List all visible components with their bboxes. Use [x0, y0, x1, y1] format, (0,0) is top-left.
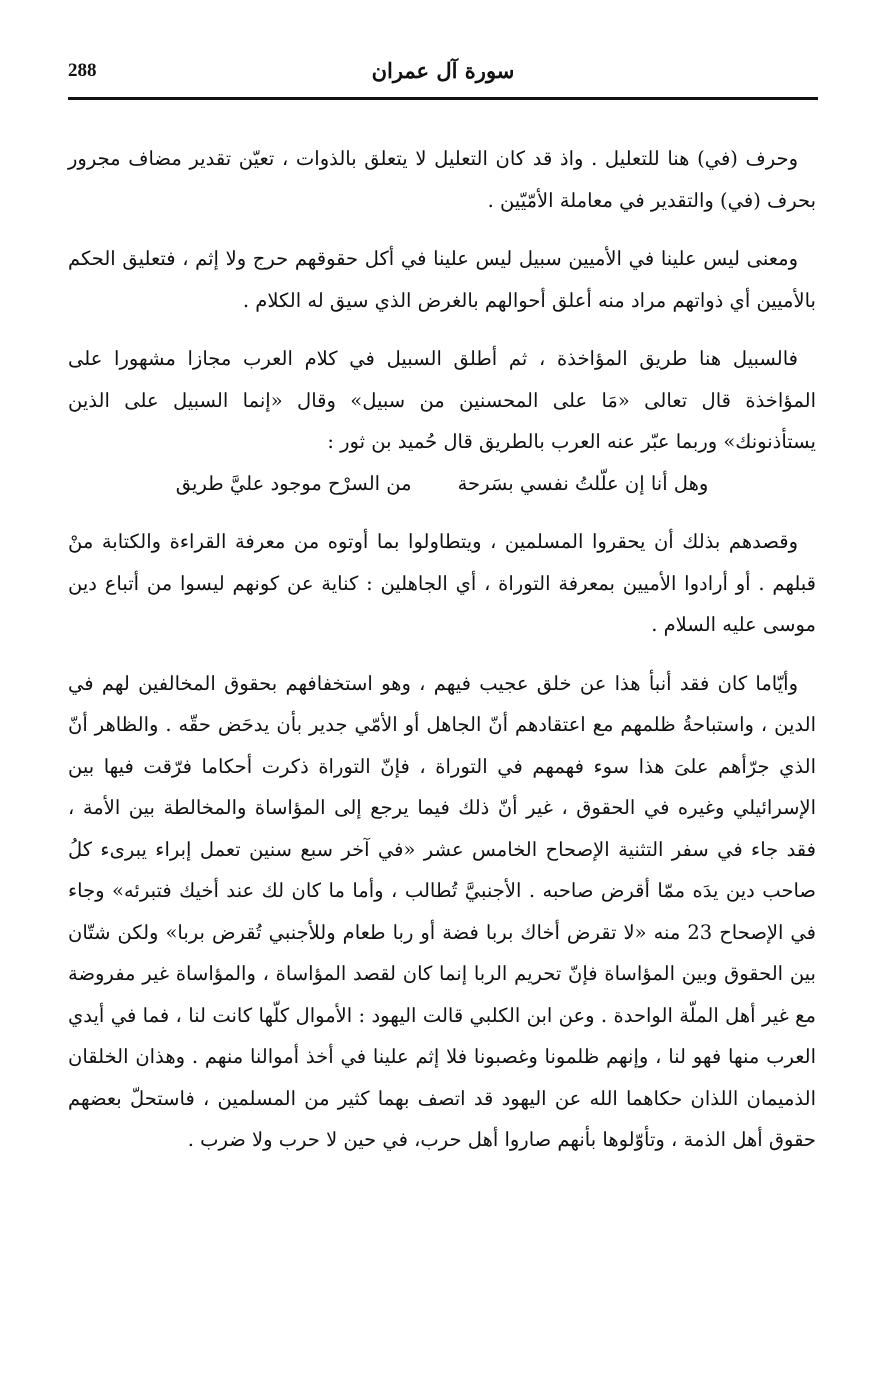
- paragraph-2: ومعنى ليس علينا في الأميين سبيل ليس علينا في أكل حقوقهم حرج ولا إثم ، فتعليق الحكم بالأميين أي ذواتهم مراد منه أعلق أحوالهم بالغرض الذي سيق له الكلام .: [68, 247, 816, 312]
- paragraph-1: وحرف (في) هنا للتعليل . واذ قد كان التعليل لا يتعلق بالذوات ، تعيّن تقدير مضاف مجرور بحرف (في) والتقدير في معاملة الأمّيّين .: [68, 147, 816, 212]
- header-rule: [68, 97, 818, 100]
- paragraph-5: وأيّاما كان فقد أنبأ هذا عن خلق عجيب فيهم ، وهو استخفافهم بحقوق المخالفين لهم في الدين ، واستباحةُ ظلمهم مع اعتقادهم أنّ الجاهل أو الأمّي جدير بأن يدحَض حقّه . والظاهر أنّ الذي جرّأهم علىَ هذا سوء فهمهم في التوراة ، فإنّ التوراة ذكرت أحكاما فرّقت فيها بين الإسرائيلي وغيره في الحقوق ، غير أنّ ذلك فيما يرجع إلى المؤاساة والمخالطة بين الأمة ، فقد جاء في سفر التثنية الإصحاح الخامس عشر «في آخر سبع سنين تعمل إبراء يبرىء كلُ صاحب دين يدَه ممّا أقرض صاحبه . الأجنبيَّ تُطالب ، وأما ما كان لك عند أخيك فتبرئه» وجاء في الإصحاح 23 منه «لا تقرض أخاك بربا فضة أو ربا طعام وللأجنبي تُقرض بربا» ولكن شتّان بين الحقوق وبين المؤاساة فإنّ تحريم الربا إنما كان لقصد المؤاساة ، والمؤاساة غير مفروضة مع غير أهل الملّة الواحدة . وعن ابن الكلبي قالت اليهود : الأموال كلّها كانت لنا ، فما في أيدي العرب منها فهو لنا ، وإنهم ظلمونا وغصبونا فلا إثم علينا في أخذ أموالنا منهم . وهذان الخلقان الذميمان اللذان حكاهما الله عن اليهود قد اتصف بهما كثير من المسلمين ، فاستحلّ بعضهم حقوق أهل الذمة ، وتأوّلوها بأنهم صاروا أهل حرب، في حين لا حرب ولا ضرب .: [68, 671, 817, 1151]
- running-title: سورة آل عمران: [371, 58, 515, 83]
- page-header: [68, 58, 818, 92]
- paragraph-3: فالسبيل هنا طريق المؤاخذة ، ثم أطلق السبيل في كلام العرب مجازا مشهورا على المؤاخذة قال تعالى «مَا على المحسنين من سبيل» وقال «إنما السبيل على الذين يستأذنونك» وربما عبّر عنه العرب بالطريق قال حُميد بن ثور :: [68, 347, 816, 453]
- verse-second-hemistich: من السرْح موجود عليَّ طريق: [175, 471, 412, 495]
- verse-first-hemistich: وهل أنا إن علّلتُ نفسي بسَرحة: [457, 471, 709, 495]
- poetry-verse: [68, 463, 816, 505]
- body-text: [68, 138, 816, 1178]
- paragraph-4: وقصدهم بذلك أن يحقروا المسلمين ، ويتطاولوا بما أوتوه من معرفة القراءة والكتابة منْ قبلهم . أو أرادوا الأميين بمعرفة التوراة ، أي الجاهلين : كناية عن كونهم ليسوا من أتباع دين موسى عليه السلام .: [68, 530, 816, 636]
- page-number: 288: [68, 60, 97, 81]
